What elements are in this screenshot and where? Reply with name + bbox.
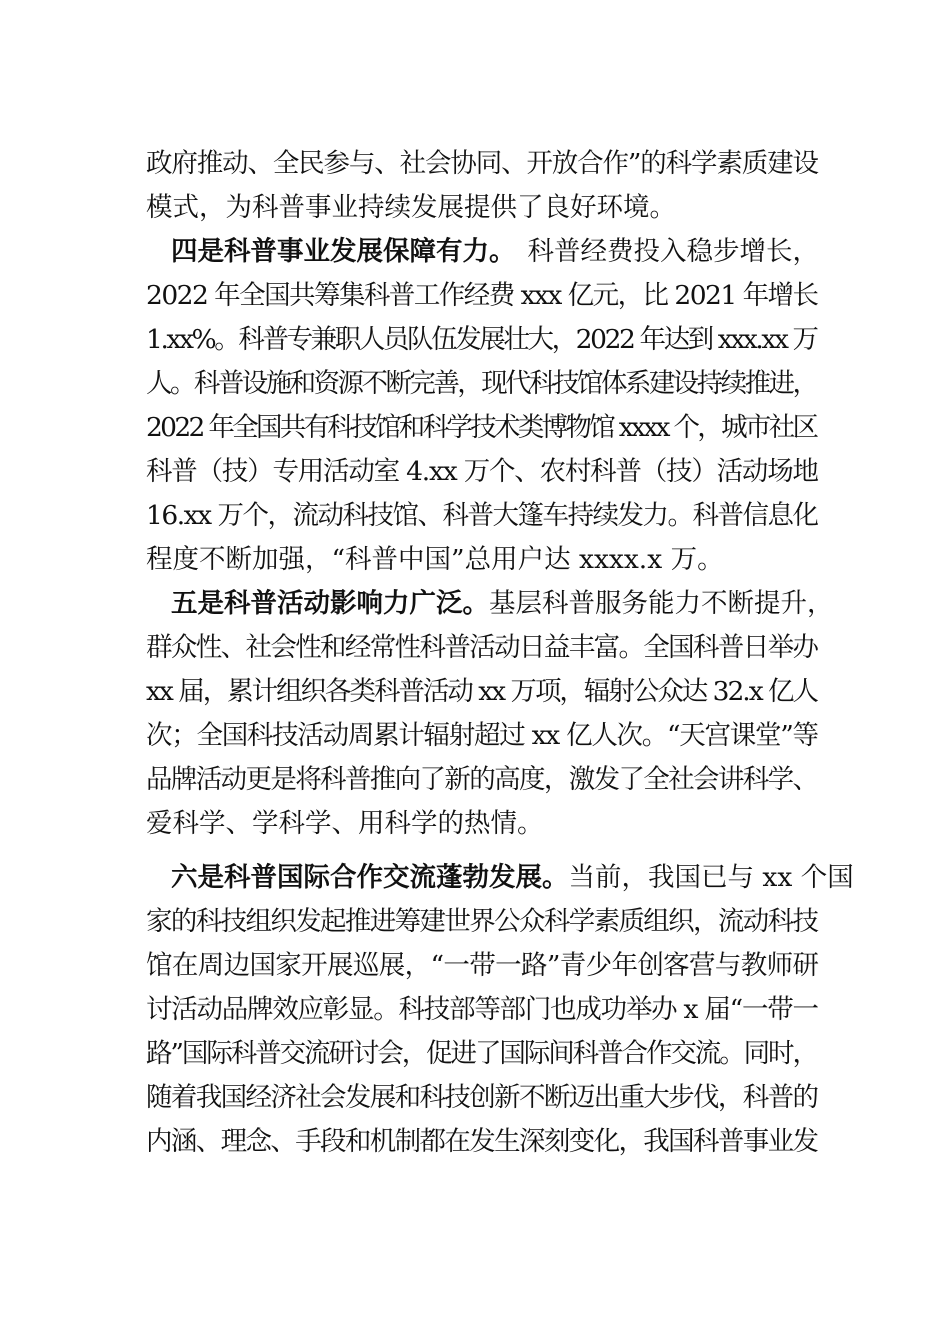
text-content: 2022 年全国共筹集科普工作经费 xxx 亿元，比 2021 年增长 (146, 280, 818, 311)
text-content: 基层科普服务能力不断提升， (489, 588, 834, 619)
text-content: 1.xx%。科普专兼职人员队伍发展壮大，2022 年达到 xxx.xx 万 (146, 324, 817, 355)
text-content: 爱科学、学科学、用科学的热情。 (146, 808, 544, 839)
text-content: 2022 年全国共有科技馆和科学技术类博物馆 xxxx 个，城市社区 (146, 412, 817, 443)
text-content: 家的科技组织发起推进筹建世界公众科学素质组织，流动科技 (146, 906, 818, 937)
paragraph-heading: 五是科普活动影响力广泛。 (171, 588, 489, 619)
text-content: 随着我国经济社会发展和科技创新不断迈出重大步伐，科普的 (146, 1082, 818, 1113)
text-content: 品牌活动更是将科普推向了新的高度，激发了全社会讲科学、 (146, 764, 818, 795)
text-content: 程度不断加强，“科普中国”总用户达 xxxx.x 万。 (146, 544, 724, 575)
text-content: 次；全国科技活动周累计辐射超过 xx 亿人次。“天宫课堂”等 (146, 720, 818, 751)
text-content: 路”国际科普交流研讨会，促进了国际间科普合作交流。同时， (146, 1038, 817, 1069)
text-content: 政府推动、全民参与、社会协同、开放合作”的科学素质建设 (146, 148, 818, 179)
paragraph-heading: 四是科普事业发展保障有力。 (171, 236, 516, 267)
text-content: 内涵、理念、手段和机制都在发生深刻变化，我国科普事业发 (146, 1126, 818, 1157)
text-content: 科普（技）专用活动室 4.xx 万个、农村科普（技）活动场地 (146, 456, 818, 487)
text-content: 馆在周边国家开展巡展，“一带一路”青少年创客营与教师研 (146, 950, 819, 981)
paragraph-heading: 六是科普国际合作交流蓬勃发展。 (171, 862, 569, 893)
text-content: 科普经费投入稳步增长， (527, 236, 819, 267)
text-content: 模式，为科普事业持续发展提供了良好环境。 (146, 192, 676, 223)
text-content: 当前，我国已与 xx 个国 (568, 862, 854, 893)
text-line (0, 798, 950, 850)
text-line (0, 1116, 950, 1168)
text-content: 16.xx 万个，流动科技馆、科普大篷车持续发力。科普信息化 (146, 500, 818, 531)
text-content: 讨活动品牌效应彰显。科技部等部门也成功举办 x 届“一带一 (146, 994, 818, 1025)
text-content: 群众性、社会性和经常性科普活动日益丰富。全国科普日举办 (146, 632, 818, 663)
text-content: xx 届，累计组织各类科普活动 xx 万项，辐射公众达 32.x 亿人 (146, 676, 817, 707)
text-content: 人。科普设施和资源不断完善，现代科技馆体系建设持续推进， (146, 368, 817, 399)
